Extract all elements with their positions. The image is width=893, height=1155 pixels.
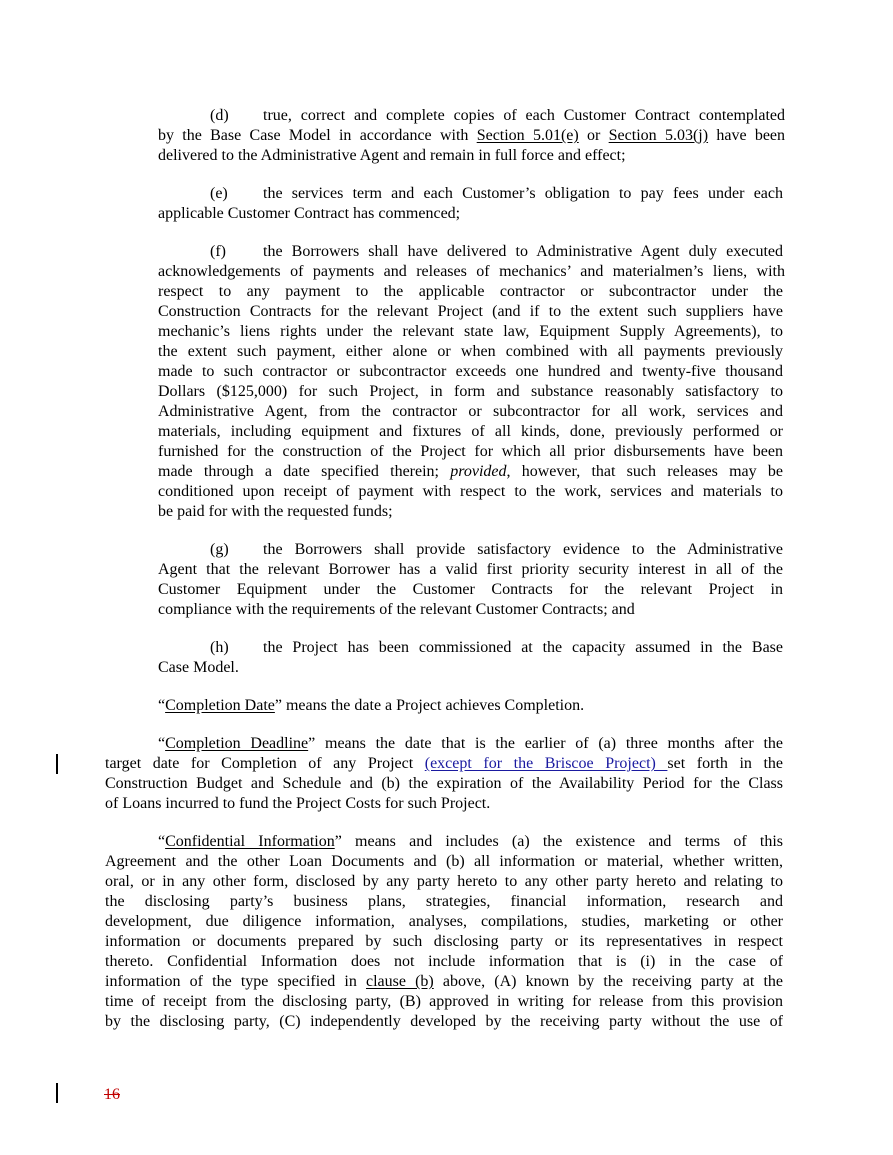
clause-f-line-8: Dollars ($125,000) for such Project, in form and substance reasonably satisfactory to <box>158 383 783 400</box>
change-bar <box>56 754 58 774</box>
definition-completion-date: “Completion Date” means the date a Project achieves Completion. <box>158 697 585 714</box>
provided-emphasis: provided <box>450 463 507 480</box>
clause-h-label: (h) <box>210 639 229 656</box>
clause-g-line-4: compliance with the requirements of the relevant Customer Contracts; and <box>158 601 635 618</box>
inserted-revision: (except for the Briscoe Project) <box>424 755 668 772</box>
clause-f-line-6: the extent such payment, either alone or when combined with all payments previously <box>158 343 783 360</box>
completion-deadline-line-2: target date for Completion of any Project (except for the Briscoe Project) set forth in the <box>105 755 784 772</box>
clause-f-line-11: furnished for the construction of the Project for which all prior disbursements have been <box>158 443 783 460</box>
clause-d-line-3: delivered to the Administrative Agent and remain in full force and effect; <box>158 147 626 164</box>
clause-g-line-2: Agent that the relevant Borrower has a valid first priority security interest in all of the <box>158 561 783 578</box>
defined-term: Confidential Information <box>165 833 335 850</box>
clause-f-line-9: Administrative Agent, from the contractor or subcontractor for all work, services and <box>158 403 783 420</box>
confidential-info-line-7: thereto. Confidential Information does not include information that is (i) in the case of <box>105 953 783 970</box>
clause-f-line-7: made to such contractor or subcontractor exceeds one hundred and twenty-five thousand <box>158 363 783 380</box>
defined-term: Completion Date <box>165 697 275 714</box>
confidential-info-line-3: oral, or in any other form, disclosed by any party hereto to any other party hereto and relating to <box>105 873 783 890</box>
clause-e-line-2: applicable Customer Contract has commenced; <box>158 205 461 222</box>
clause-g-line-3: Customer Equipment under the Customer Contracts for the relevant Project in <box>158 581 783 598</box>
confidential-info-line-8: information of the type specified in clause (b) above, (A) known by the receiving party at the <box>105 973 784 990</box>
clause-e-label: (e) <box>210 185 228 202</box>
clause-d-line-1: (d) true, correct and complete copies of each Customer Contract contemplated <box>210 107 785 124</box>
clause-d-line-2: by the Base Case Model in accordance with Section 5.01(e) or Section 5.03(j) have been <box>158 127 786 144</box>
clause-d-label: (d) <box>210 107 229 124</box>
clause-f-line-10: materials, including equipment and fixtures of all kinds, done, previously performed or <box>158 423 783 440</box>
change-bar <box>56 1083 58 1103</box>
clause-e-line-1: (e) the services term and each Customer’s obligation to pay fees under each <box>210 185 783 202</box>
clause-f-line-14: be paid for with the requested funds; <box>158 503 393 520</box>
completion-deadline-line-1: “Completion Deadline” means the date that is the earlier of (a) three months after the <box>158 735 783 752</box>
clause-f-label: (f) <box>210 243 226 260</box>
page-number: 16 <box>104 1086 120 1103</box>
clause-g-line-1: (g) the Borrowers shall provide satisfactory evidence to the Administrative <box>210 541 783 558</box>
clause-h-line-1: (h) the Project has been commissioned at the capacity assumed in the Base <box>210 639 783 656</box>
clause-h-line-2: Case Model. <box>158 659 239 676</box>
clause-b-ref: clause (b) <box>365 973 434 990</box>
confidential-info-line-10: by the disclosing party, (C) independently developed by the receiving party without the use of <box>105 1013 783 1030</box>
confidential-info-line-2: Agreement and the other Loan Documents and (b) all information or material, whether written, <box>105 853 783 870</box>
clause-f-line-2: acknowledgements of payments and releases of mechanics’ and materialmen’s liens, with <box>158 263 785 280</box>
section-5-03j-ref: Section 5.03(j) <box>608 127 709 144</box>
completion-deadline-line-3: Construction Budget and Schedule and (b) the expiration of the Availability Period for the Class <box>105 775 783 792</box>
clause-f-line-4: Construction Contracts for the relevant Project (and if to the extent such suppliers have <box>158 303 783 320</box>
defined-term: Completion Deadline <box>165 735 309 752</box>
confidential-info-line-5: development, due diligence information, analyses, compilations, studies, marketing or other <box>105 913 783 930</box>
clause-g-label: (g) <box>210 541 229 558</box>
clause-f-line-5: mechanic’s liens rights under the relevant state law, Equipment Supply Agreements), to <box>158 323 783 340</box>
clause-f-line-1: (f) the Borrowers shall have delivered to Administrative Agent duly executed <box>210 243 783 260</box>
confidential-info-line-6: information or documents prepared by such disclosing party or its representatives in respect <box>105 933 783 950</box>
clause-f-line-12: made through a date specified therein; provided, however, that such releases may be <box>158 463 784 480</box>
confidential-info-line-4: the disclosing party’s business plans, strategies, financial information, research and <box>105 893 783 910</box>
confidential-info-line-9: time of receipt from the disclosing party, (B) approved in writing for release from this provision <box>105 993 783 1010</box>
clause-f-line-3: respect to any payment to the applicable contractor or subcontractor under the <box>158 283 783 300</box>
completion-deadline-line-4: of Loans incurred to fund the Project Costs for such Project. <box>105 795 491 812</box>
clause-f-line-13: conditioned upon receipt of payment with respect to the work, services and materials to <box>158 483 783 500</box>
section-5-01e-ref: Section 5.01(e) <box>476 127 579 144</box>
confidential-info-line-1: “Confidential Information” means and includes (a) the existence and terms of this <box>158 833 783 850</box>
